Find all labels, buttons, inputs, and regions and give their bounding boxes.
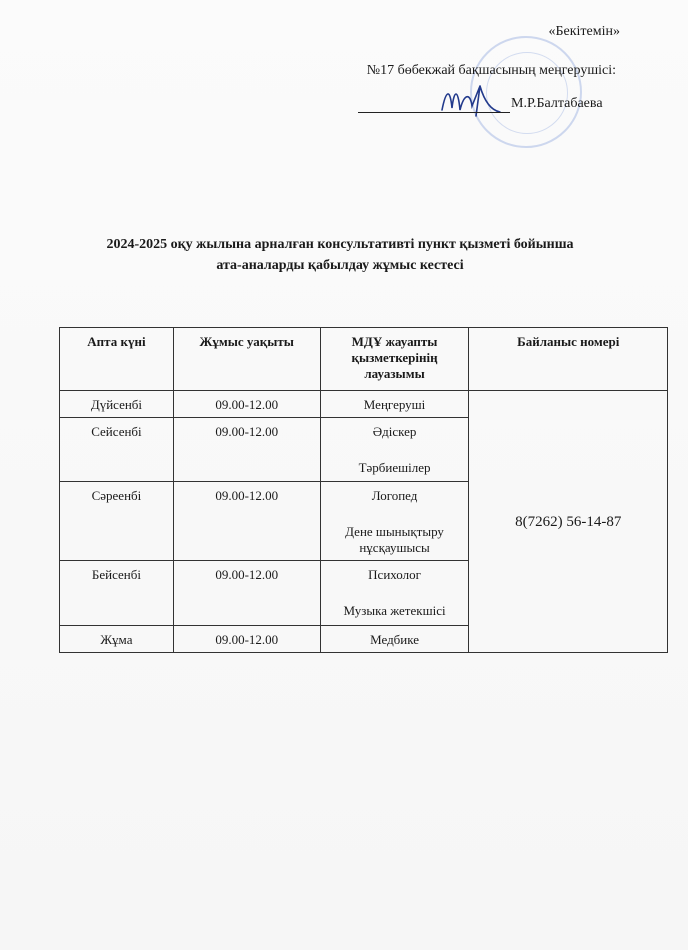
staff-role: Дене шынықтыру нұсқаушысы bbox=[345, 524, 444, 555]
cell-time: 09.00-12.00 bbox=[173, 482, 320, 561]
cell-day: Жұма bbox=[60, 626, 174, 653]
staff-role: Медбике bbox=[370, 632, 420, 647]
header-staff: МДҰ жауапты қызметкерінің лауазымы bbox=[320, 328, 469, 391]
header-time: Жұмыс уақыты bbox=[173, 328, 320, 391]
cell-day: Бейсенбі bbox=[60, 561, 174, 626]
cell-staff bbox=[320, 626, 469, 653]
header-phone: Байланыс номері bbox=[469, 328, 668, 391]
cell-staff bbox=[320, 482, 469, 561]
document-title bbox=[60, 234, 620, 276]
schedule-table bbox=[59, 327, 668, 653]
cell-time: 09.00-12.00 bbox=[173, 391, 320, 418]
cell-time: 09.00-12.00 bbox=[173, 418, 320, 482]
signature-mark bbox=[436, 80, 506, 126]
table-row bbox=[60, 391, 668, 418]
staff-role: Логопед bbox=[371, 488, 418, 503]
staff-role: Меңгеруші bbox=[363, 397, 426, 412]
staff-role: Музыка жетекшісі bbox=[343, 603, 446, 618]
cell-staff bbox=[320, 561, 469, 626]
cell-day: Сәреенбі bbox=[60, 482, 174, 561]
approver-name: М.Р.Балтабаева bbox=[511, 96, 603, 111]
cell-phone: 8(7262) 56-14-87 bbox=[469, 391, 668, 653]
title-line-2: ата-аналарды қабылдау жұмыс кестесі bbox=[216, 258, 464, 273]
table-header-row bbox=[60, 328, 668, 391]
staff-role: Әдіскер bbox=[372, 424, 417, 439]
header-day: Апта күні bbox=[60, 328, 174, 391]
staff-role: Психолог bbox=[368, 567, 421, 582]
title-line-1: 2024-2025 оқу жылына арналған консультативті пункт қызметі бойынша bbox=[106, 237, 574, 252]
approver-position: №17 бөбекжай бақшасының меңгерушісі: bbox=[366, 63, 616, 78]
approval-label: «Бекітемін» bbox=[548, 24, 620, 39]
cell-day: Сейсенбі bbox=[60, 418, 174, 482]
cell-staff bbox=[320, 391, 469, 418]
staff-role: Тәрбиешілер bbox=[358, 460, 431, 475]
cell-staff bbox=[320, 418, 469, 482]
signature-line bbox=[358, 112, 510, 113]
cell-time: 09.00-12.00 bbox=[173, 626, 320, 653]
cell-day: Дүйсенбі bbox=[60, 391, 174, 418]
cell-time: 09.00-12.00 bbox=[173, 561, 320, 626]
